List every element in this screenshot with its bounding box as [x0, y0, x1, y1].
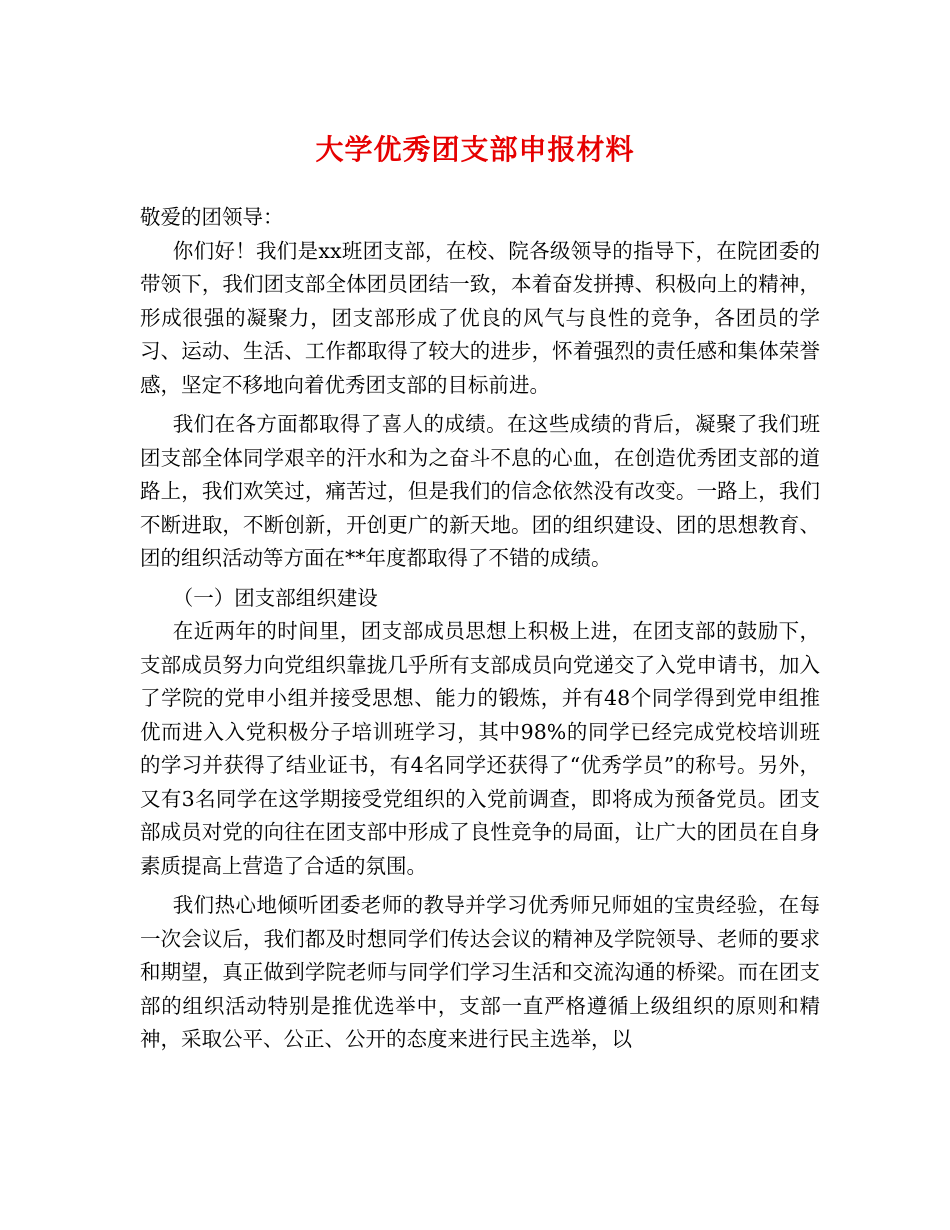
paragraph-organization: 在近两年的时间里，团支部成员思想上积极上进，在团支部的鼓励下，支部成员努力向党组织靠拢几乎所有支部成员向党递交了入党申请书，加入了学院的党申小组并接受思想、能力的锻炼，并有48个同学得到党申组推优而进入入党积极分子培训班学习，其中98%的同学已经完成党校培训班的学习并获得了结业证书，有4名同学还获得了“优秀学员”的称号。另外，又有3名同学在这学期接受党组织的入党前调查，即将成为预备党员。团支部成员对党的向往在团支部中形成了良性竞争的局面，让广大的团员在自身素质提高上营造了合适的氛围。 [140, 619, 820, 878]
section-heading: （一）团支部组织建设 [172, 585, 378, 610]
document-title: 大学优秀团支部申报材料 [315, 133, 635, 166]
document-body [140, 201, 820, 1057]
paragraph-guidance: 我们热心地倾听团委老师的教导并学习优秀师兄师姐的宝贵经验，在每一次会议后，我们都及时想同学们传达会议的精神及学院领导、老师的要求和期望，真正做到学院老师与同学们学习生活和交流沟通的桥梁。而在团支部的组织活动特别是推优选举中，支部一直严格遵循上级组织的原则和精神，采取公平、公正、公开的态度来进行民主选举，以 [140, 893, 820, 1051]
salutation: 敬爱的团领导： [140, 205, 284, 229]
paragraph-intro: 你们好！我们是xx班团支部，在校、院各级领导的指导下，在院团委的带领下，我们团支部全体团员团结一致，本着奋发拼搏、积极向上的精神，形成很强的凝聚力，团支部形成了优良的风气与良性的竞争，各团员的学习、运动、生活、工作都取得了较大的进步，怀着强烈的责任感和集体荣誉感，坚定不移地向着优秀团支部的目标前进。 [140, 238, 820, 397]
paragraph-achievements: 我们在各方面都取得了喜人的成绩。在这些成绩的背后，凝聚了我们班团支部全体同学艰辛的汗水和为之奋斗不息的心血，在创造优秀团支部的道路上，我们欢笑过，痛苦过，但是我们的信念依然没有改变。一路上，我们不断进取，不断创新，开创更广的新天地。团的组织建设、团的思想教育、团的组织活动等方面在**年度都取得了不错的成绩。 [140, 412, 820, 570]
